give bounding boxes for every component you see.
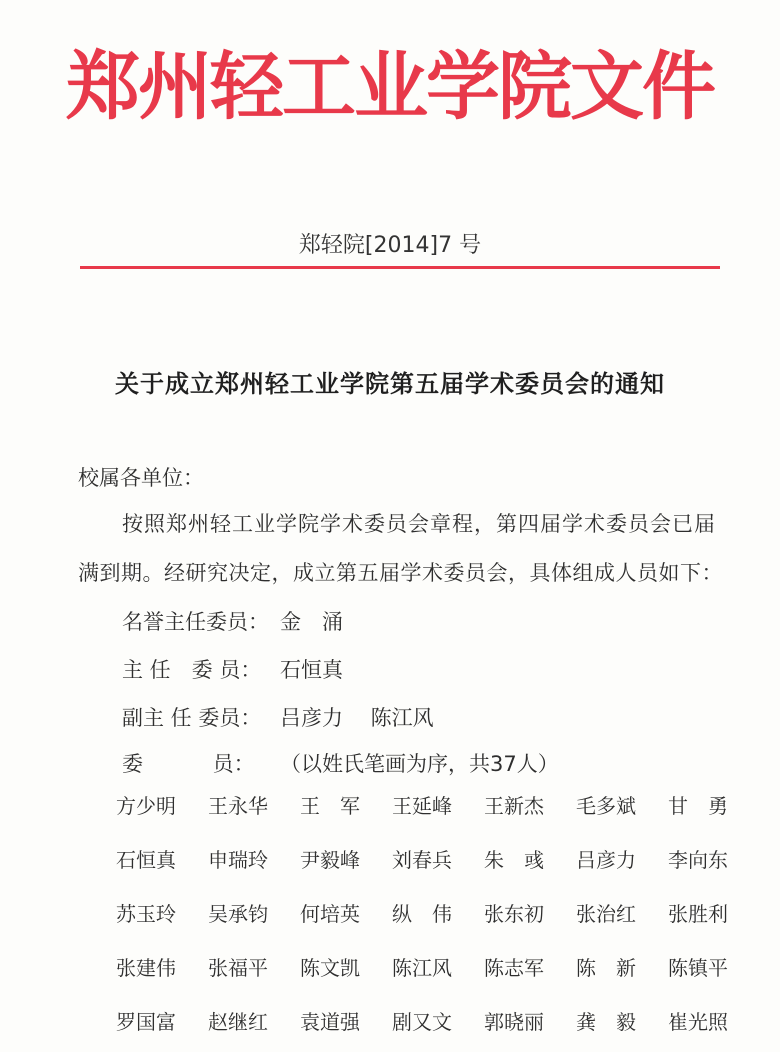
member-name-list — [116, 790, 766, 1035]
member-name: 李向东 — [668, 848, 728, 872]
notice-title: 关于成立郑州轻工业学院第五届学术委员会的通知 — [115, 369, 665, 398]
member-name: 石恒真 — [116, 848, 176, 872]
member-name: 纵 伟 — [392, 902, 452, 926]
member-name: 朱 彧 — [484, 848, 544, 872]
red-divider-line — [80, 266, 720, 269]
member-name: 龚 毅 — [576, 1010, 636, 1034]
body-paragraph-line-1: 按照郑州轻工业学院学术委员会章程，第四届学术委员会已届 — [122, 512, 716, 536]
member-name: 吕彦力 — [576, 848, 636, 872]
member-name: 张治红 — [576, 902, 636, 926]
member-name: 陈志军 — [484, 956, 544, 980]
role-director — [122, 654, 343, 684]
member-name: 方少明 — [116, 794, 176, 818]
member-name: 罗国富 — [116, 1010, 176, 1034]
role-label: 主 任 委 员： — [122, 658, 262, 682]
role-label: 名誉主任委员： — [122, 610, 269, 634]
member-name: 王 军 — [300, 794, 360, 818]
role-label: 副主 任 委员： — [122, 706, 262, 730]
member-name: 张东初 — [484, 902, 544, 926]
member-name: 赵继红 — [208, 1010, 268, 1034]
member-name: 张福平 — [208, 956, 268, 980]
member-name: 尹毅峰 — [300, 848, 360, 872]
member-name: 陈镇平 — [668, 956, 728, 980]
document-number: 郑轻院[2014]7 号 — [298, 233, 482, 258]
member-name: 剧又文 — [392, 1010, 452, 1034]
role-deputy-director — [122, 702, 434, 732]
member-name: 袁道强 — [300, 1010, 360, 1034]
member-name: 甘 勇 — [668, 794, 728, 818]
role-value: 金 涌 — [280, 610, 343, 634]
role-value: （以姓氏笔画为序，共37人） — [280, 752, 559, 776]
role-members — [122, 748, 559, 778]
member-name: 王新杰 — [484, 794, 544, 818]
member-name: 陈江风 — [392, 956, 452, 980]
member-name: 何培英 — [300, 902, 360, 926]
member-name: 陈 新 — [576, 956, 636, 980]
member-name: 苏玉玲 — [116, 902, 176, 926]
member-name: 王延峰 — [392, 794, 452, 818]
member-name: 陈文凯 — [300, 956, 360, 980]
member-name: 郭晓丽 — [484, 1010, 544, 1034]
body-paragraph-line-2: 满到期。经研究决定，成立第五届学术委员会，具体组成人员如下： — [78, 561, 723, 585]
role-value: 石恒真 — [280, 658, 343, 682]
member-name: 刘春兵 — [392, 848, 452, 872]
salutation: 校属各单位： — [78, 466, 204, 490]
member-name: 崔光照 — [668, 1010, 728, 1034]
member-name: 吴承钧 — [208, 902, 268, 926]
role-label: 委 员： — [122, 752, 255, 776]
member-name: 王永华 — [208, 794, 268, 818]
role-honorary-director — [122, 606, 343, 636]
member-name: 张胜利 — [668, 902, 728, 926]
member-name: 申瑞玲 — [208, 848, 268, 872]
member-name: 毛多斌 — [576, 794, 636, 818]
document-header-title: 郑州轻工业学院文件 — [66, 44, 714, 130]
member-name: 张建伟 — [116, 956, 176, 980]
role-value: 吕彦力 陈江风 — [280, 706, 434, 730]
